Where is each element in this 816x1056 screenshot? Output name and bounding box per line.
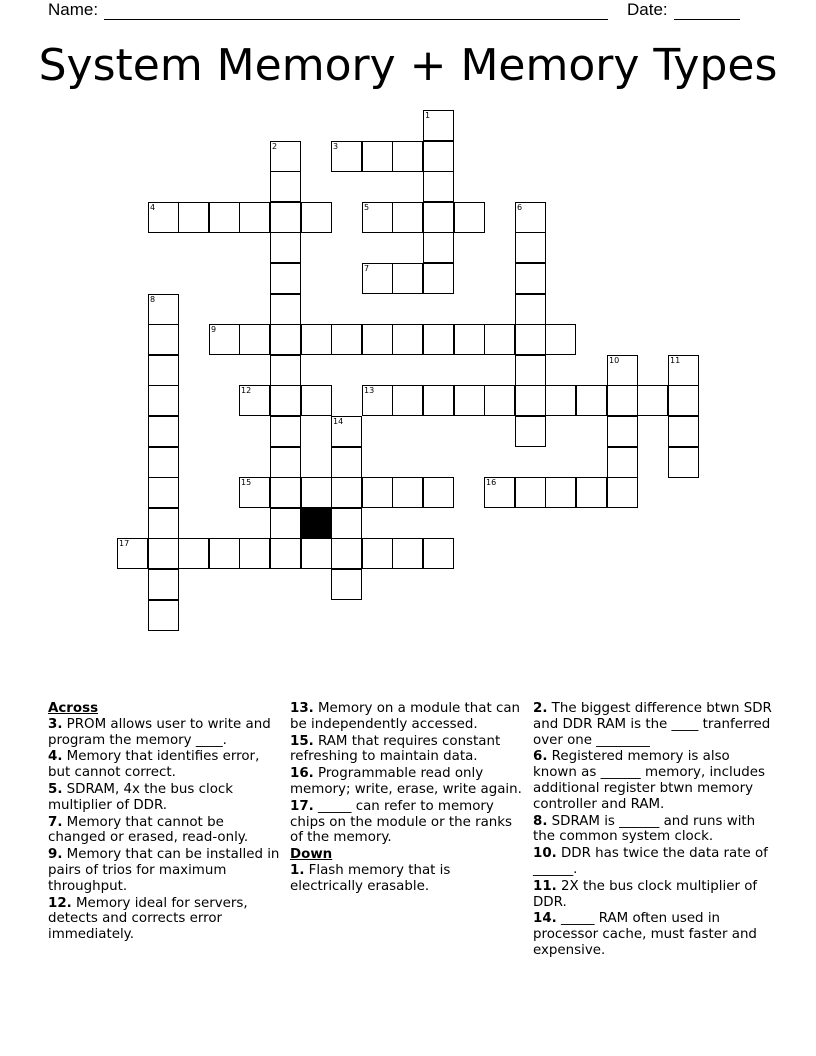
clue-num: 2. (533, 701, 548, 716)
grid-cell[interactable] (270, 263, 301, 294)
grid-cell[interactable] (545, 324, 576, 355)
grid-cell[interactable] (423, 385, 454, 416)
grid-cell[interactable] (117, 538, 148, 569)
clue-number: 4 (150, 203, 156, 212)
clue-text: _____ RAM often used in processor cache, must faster and expensive. (533, 911, 757, 958)
grid-cell[interactable] (148, 294, 179, 325)
clue-section-title: Down (290, 847, 333, 863)
clue-number: 5 (364, 203, 370, 212)
clue-number: 13 (364, 386, 375, 395)
grid-cell[interactable] (484, 477, 515, 508)
grid-cell[interactable] (362, 263, 393, 294)
grid-cell[interactable] (209, 202, 240, 233)
clue-number: 11 (670, 356, 681, 365)
grid-cell[interactable] (484, 385, 515, 416)
grid-cell[interactable] (454, 385, 485, 416)
clue-column-2 (290, 701, 522, 896)
clue-num: 4. (48, 749, 63, 765)
clue-num: 17. (290, 798, 314, 814)
clue-item (533, 911, 773, 958)
grid-cell[interactable] (392, 538, 423, 569)
grid-cell[interactable] (515, 385, 546, 416)
clue-text: Memory that identifies error, but cannot correct. (48, 749, 260, 781)
grid-cell[interactable] (362, 202, 393, 233)
clue-section-title: Across (48, 701, 99, 716)
clue-text: PROM allows user to write and program the memory ____. (48, 716, 271, 748)
grid-cell[interactable] (423, 538, 454, 569)
page-title: System Memory + Memory Types (38, 40, 778, 91)
grid-cell[interactable] (668, 447, 699, 478)
clue-item (533, 701, 773, 748)
grid-cell[interactable] (270, 538, 301, 569)
black-cell (301, 508, 332, 539)
grid-cell[interactable] (362, 141, 393, 172)
grid-cell[interactable] (576, 385, 607, 416)
grid-cell[interactable] (270, 294, 301, 325)
clue-text: Programmable read only memory; write, erase, write again. (290, 766, 522, 797)
grid-cell[interactable] (392, 202, 423, 233)
grid-cell[interactable] (331, 324, 362, 355)
clue-num: 7. (48, 814, 63, 830)
grid-cell[interactable] (392, 477, 423, 508)
clue-num: 15. (290, 733, 314, 749)
grid-cell[interactable] (239, 202, 270, 233)
clue-number: 6 (517, 203, 523, 212)
grid-cell[interactable] (331, 141, 362, 172)
grid-cell[interactable] (209, 324, 240, 355)
grid-cell[interactable] (301, 477, 332, 508)
clue-text: Memory that cannot be changed or erased, read-only. (48, 814, 249, 846)
clue-item (290, 799, 522, 846)
clue-num: 14. (533, 911, 557, 927)
grid-cell[interactable] (607, 447, 638, 478)
clue-item (48, 815, 280, 847)
grid-cell[interactable] (423, 324, 454, 355)
grid-cell[interactable] (270, 416, 301, 447)
grid-cell[interactable] (148, 447, 179, 478)
clue-text: DDR has twice the data rate of ______. (533, 846, 768, 877)
grid-cell[interactable] (362, 538, 393, 569)
grid-cell[interactable] (270, 477, 301, 508)
grid-cell[interactable] (423, 232, 454, 263)
clue-text: Flash memory that is electrically erasable. (290, 862, 451, 894)
clue-number: 1 (425, 111, 431, 120)
grid-cell[interactable] (148, 569, 179, 600)
clue-item (48, 749, 280, 781)
grid-cell[interactable] (270, 202, 301, 233)
grid-cell[interactable] (545, 477, 576, 508)
grid-cell[interactable] (270, 171, 301, 202)
clue-text: Memory ideal for servers, detects and corrects error immediately. (48, 895, 248, 943)
name-label: Name: (48, 0, 99, 19)
grid-cell[interactable] (331, 477, 362, 508)
grid-cell[interactable] (270, 324, 301, 355)
grid-cell[interactable] (148, 600, 179, 631)
clue-number: 12 (241, 386, 252, 395)
clue-item (290, 734, 522, 766)
grid-cell[interactable] (148, 477, 179, 508)
grid-cell[interactable] (148, 385, 179, 416)
grid-cell[interactable] (301, 538, 332, 569)
clue-number: 9 (211, 325, 217, 334)
grid-cell[interactable] (331, 447, 362, 478)
grid-cell[interactable] (301, 202, 332, 233)
clue-num: 13. (290, 701, 314, 716)
grid-cell[interactable] (301, 324, 332, 355)
clue-item (290, 766, 522, 798)
clue-text: The biggest difference btwn SDR and DDR RAM is the ____ tranferred over one ________ (533, 701, 772, 748)
clue-num: 5. (48, 781, 63, 797)
grid-cell[interactable] (178, 538, 209, 569)
grid-cell[interactable] (178, 202, 209, 233)
clue-item (533, 879, 773, 911)
grid-cell[interactable] (423, 110, 454, 141)
grid-cell[interactable] (148, 202, 179, 233)
clue-item (48, 717, 280, 749)
grid-cell[interactable] (331, 569, 362, 600)
clue-item (533, 749, 773, 812)
clue-text: SDRAM is ______ and runs with the common system clock. (533, 813, 756, 845)
grid-cell[interactable] (148, 324, 179, 355)
grid-cell[interactable] (607, 355, 638, 386)
clue-item (533, 814, 773, 846)
clue-num: 11. (533, 878, 557, 894)
grid-cell[interactable] (331, 416, 362, 447)
grid-cell[interactable] (515, 416, 546, 447)
grid-cell[interactable] (515, 324, 546, 355)
grid-cell[interactable] (148, 508, 179, 539)
grid-cell[interactable] (515, 263, 546, 294)
grid-cell[interactable] (392, 141, 423, 172)
grid-cell[interactable] (301, 385, 332, 416)
clue-num: 10. (533, 846, 557, 862)
clue-num: 3. (48, 716, 63, 732)
grid-cell[interactable] (515, 232, 546, 263)
grid-cell[interactable] (515, 355, 546, 386)
grid-cell[interactable] (270, 232, 301, 263)
clue-number: 16 (486, 478, 497, 487)
clue-text: _____ can refer to memory chips on the module or the ranks of the memory. (290, 798, 513, 846)
grid-cell[interactable] (454, 202, 485, 233)
clue-text: Memory on a module that can be independently accessed. (290, 701, 521, 732)
clue-item (290, 701, 522, 733)
grid-cell[interactable] (484, 324, 515, 355)
grid-cell[interactable] (209, 538, 240, 569)
grid-cell[interactable] (607, 416, 638, 447)
grid-cell[interactable] (148, 538, 179, 569)
clue-number: 15 (241, 478, 252, 487)
clue-num: 9. (48, 847, 63, 863)
grid-cell[interactable] (270, 355, 301, 386)
clue-number: 17 (119, 539, 130, 548)
clue-num: 8. (533, 813, 548, 829)
grid-cell[interactable] (607, 477, 638, 508)
grid-cell[interactable] (392, 385, 423, 416)
grid-cell[interactable] (423, 202, 454, 233)
grid-cell[interactable] (454, 324, 485, 355)
clue-number: 7 (364, 264, 370, 273)
clue-num: 12. (48, 895, 72, 911)
grid-cell[interactable] (270, 447, 301, 478)
clue-column-3 (533, 701, 773, 960)
clue-number: 8 (150, 295, 156, 304)
grid-cell[interactable] (423, 477, 454, 508)
grid-cell[interactable] (545, 385, 576, 416)
clue-item (48, 847, 280, 894)
clue-num: 6. (533, 749, 548, 765)
clue-text: SDRAM, 4x the bus clock multiplier of DDR. (48, 781, 234, 813)
grid-cell[interactable] (392, 263, 423, 294)
clue-item (533, 846, 773, 878)
clue-column-1 (48, 701, 280, 944)
grid-cell[interactable] (392, 324, 423, 355)
clue-text: Registered memory is also known as ______ memory, includes additional register btwn memory controller and RAM. (533, 749, 765, 812)
grid-cell[interactable] (270, 508, 301, 539)
clue-item (48, 896, 280, 943)
grid-cell[interactable] (362, 385, 393, 416)
clue-item (48, 782, 280, 814)
grid-cell[interactable] (239, 324, 270, 355)
clue-number: 3 (333, 142, 339, 151)
grid-cell[interactable] (239, 385, 270, 416)
grid-cell[interactable] (270, 141, 301, 172)
grid-cell[interactable] (331, 508, 362, 539)
grid-cell[interactable] (423, 263, 454, 294)
clue-num: 16. (290, 766, 314, 782)
grid-cell[interactable] (515, 477, 546, 508)
grid-cell[interactable] (239, 477, 270, 508)
clue-text: RAM that requires constant refreshing to maintain data. (290, 733, 501, 765)
clue-item (290, 863, 522, 895)
date-label: Date: (627, 0, 668, 19)
clue-number: 10 (609, 356, 620, 365)
clue-text: Memory that can be installed in pairs of trios for maximum throughput. (48, 847, 280, 894)
grid-cell[interactable] (607, 385, 638, 416)
grid-cell[interactable] (637, 385, 668, 416)
clue-number: 2 (272, 142, 278, 151)
grid-cell[interactable] (668, 385, 699, 416)
grid-cell[interactable] (270, 385, 301, 416)
grid-cell[interactable] (668, 416, 699, 447)
grid-cell[interactable] (515, 294, 546, 325)
grid-cell[interactable] (239, 538, 270, 569)
grid-cell[interactable] (148, 416, 179, 447)
grid-cell[interactable] (576, 477, 607, 508)
clue-text: 2X the bus clock multiplier of DDR. (533, 878, 758, 910)
grid-cell[interactable] (423, 171, 454, 202)
grid-cell[interactable] (148, 355, 179, 386)
grid-cell[interactable] (515, 202, 546, 233)
grid-cell[interactable] (362, 324, 393, 355)
grid-cell[interactable] (362, 477, 393, 508)
grid-cell[interactable] (331, 538, 362, 569)
clue-num: 1. (290, 862, 305, 878)
grid-cell[interactable] (668, 355, 699, 386)
grid-cell[interactable] (423, 141, 454, 172)
clue-number: 14 (333, 417, 344, 426)
